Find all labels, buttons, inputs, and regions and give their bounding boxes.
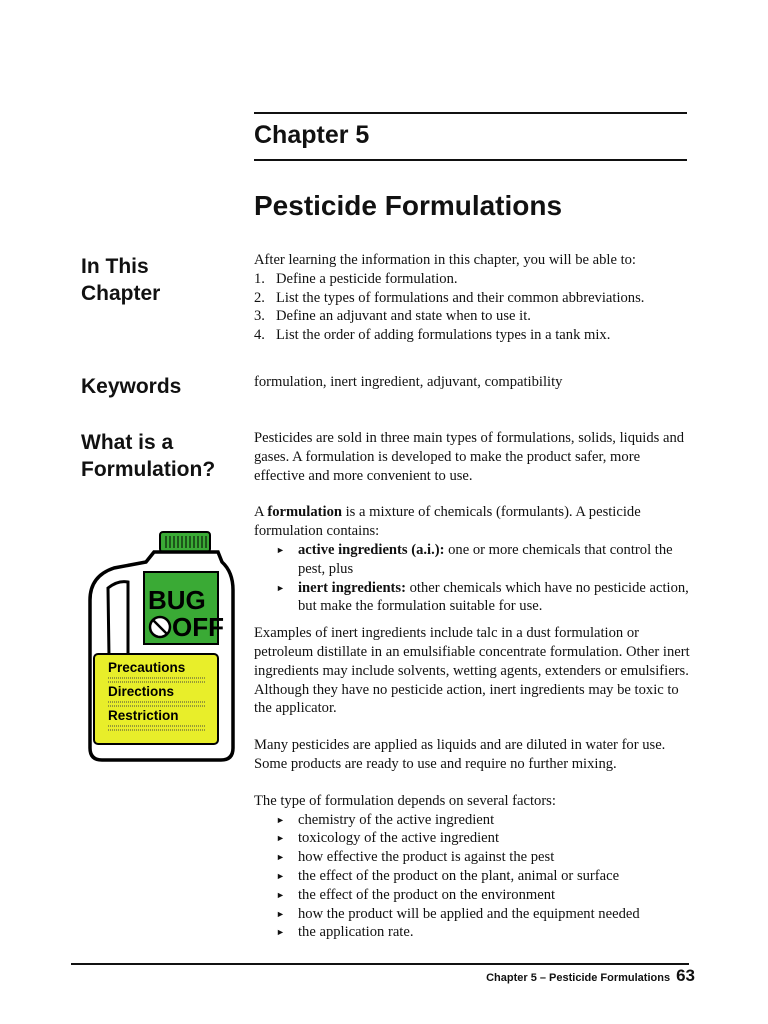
triangle-bullet-icon: ►	[276, 544, 285, 555]
footer-rule	[71, 963, 689, 965]
heading-what-is-formulation	[81, 429, 215, 483]
para-prefix: A	[254, 504, 268, 521]
factor-text: toxicology of the active ingredient	[298, 830, 500, 847]
formulation-para-1: Pesticides are sold in three main types of formulations, solids, liquids and gases. A formulation is developed to make the product safer, more effective and more convenient to use.	[254, 430, 685, 484]
item-text: Define a pesticide formulation.	[276, 270, 458, 287]
keywords-text: formulation, inert ingredient, adjuvant, compatibility	[254, 374, 563, 390]
term-formulation: formulation	[267, 504, 342, 521]
label-restriction: Restriction	[108, 708, 179, 723]
list-item	[254, 886, 694, 905]
triangle-bullet-icon: ►	[276, 833, 285, 844]
ingredients-list	[254, 541, 694, 616]
list-item	[254, 811, 694, 830]
page-footer	[486, 966, 695, 986]
list-item	[254, 579, 694, 617]
footer-chapter-title: Chapter 5 – Pesticide Formulations	[486, 972, 671, 984]
brand-bug: BUG	[148, 585, 206, 615]
brand-off: OFF	[172, 612, 224, 642]
page-title: Pesticide Formulations	[254, 190, 563, 221]
item-text: List the types of formulations and their common abbreviations.	[276, 289, 645, 306]
top-rule	[254, 112, 687, 114]
heading-keywords: Keywords	[81, 375, 182, 398]
triangle-bullet-icon: ►	[276, 582, 285, 593]
factor-text: how effective the product is against the pest	[298, 849, 555, 866]
ingredient-text: one or more chemicals that control the pest, plus	[298, 541, 673, 577]
heading-line: Chapter	[81, 282, 161, 305]
heading-in-this-chapter	[81, 253, 160, 307]
label-precautions: Precautions	[108, 660, 186, 675]
item-number: 4.	[254, 327, 265, 344]
list-item	[254, 829, 694, 848]
triangle-bullet-icon: ►	[276, 927, 285, 938]
formulation-para-4: Many pesticides are applied as liquids and are diluted in water for use. Some products are ready to use and require no further mixing.	[254, 737, 666, 772]
triangle-bullet-icon: ►	[276, 889, 285, 900]
ingredient-term: inert ingredients:	[298, 579, 406, 596]
list-item	[254, 270, 694, 289]
para-rest: is a mixture of chemicals (formulants). A pesticide formulation contains:	[254, 504, 641, 540]
factor-text: the effect of the product on the environment	[298, 886, 556, 903]
triangle-bullet-icon: ►	[276, 814, 285, 825]
ingredient-term: active ingredients (a.i.):	[298, 541, 445, 558]
item-text: Define an adjuvant and state when to use it.	[276, 308, 531, 325]
list-item	[254, 905, 694, 924]
list-item	[254, 848, 694, 867]
factor-text: chemistry of the active ingredient	[298, 811, 495, 828]
ingredient-text: other chemicals which have no pesticide action, but make the formulation suitable for use.	[298, 579, 689, 615]
heading-line: In This	[81, 255, 149, 278]
list-item	[254, 541, 694, 579]
heading-line: What is a	[81, 431, 174, 454]
objectives-block	[254, 251, 694, 345]
item-number: 1.	[254, 270, 265, 287]
list-item	[254, 326, 694, 345]
formulation-para-5: The type of formulation depends on several factors:	[254, 792, 556, 809]
formulation-block	[254, 429, 694, 942]
item-text: List the order of adding formulations types in a tank mix.	[276, 327, 611, 344]
factors-list	[254, 811, 694, 943]
factor-text: the application rate.	[298, 924, 414, 941]
keywords-block	[254, 373, 694, 392]
formulation-para-2	[254, 503, 694, 541]
triangle-bullet-icon: ►	[276, 852, 285, 863]
list-item	[254, 289, 694, 308]
formulation-para-3: Examples of inert ingredients include talc in a dust formulation or petroleum distillate in an emulsifiable concentrate formulation. Other inert ingredients may include solvents, wetting agents, extenders or emulsifiers. Although they have no pesticide action, inert ingredients may be toxic to the applicator.	[254, 625, 690, 717]
list-item	[254, 867, 694, 886]
list-item	[254, 923, 694, 942]
objectives-list	[254, 270, 694, 345]
chapter-label: Chapter 5	[254, 121, 370, 149]
objectives-intro: After learning the information in this chapter, you will be able to:	[254, 252, 636, 268]
triangle-bullet-icon: ►	[276, 870, 285, 881]
triangle-bullet-icon: ►	[276, 908, 285, 919]
heading-line: Formulation?	[81, 458, 216, 481]
factor-text: the effect of the product on the plant, animal or surface	[298, 867, 620, 884]
item-number: 3.	[254, 308, 265, 325]
page-number: 63	[676, 966, 695, 985]
factor-text: how the product will be applied and the equipment needed	[298, 905, 640, 922]
chapter-rule	[254, 159, 687, 161]
label-directions: Directions	[108, 684, 175, 699]
list-item	[254, 307, 694, 326]
pesticide-bottle-illustration	[88, 530, 235, 762]
item-number: 2.	[254, 289, 265, 306]
